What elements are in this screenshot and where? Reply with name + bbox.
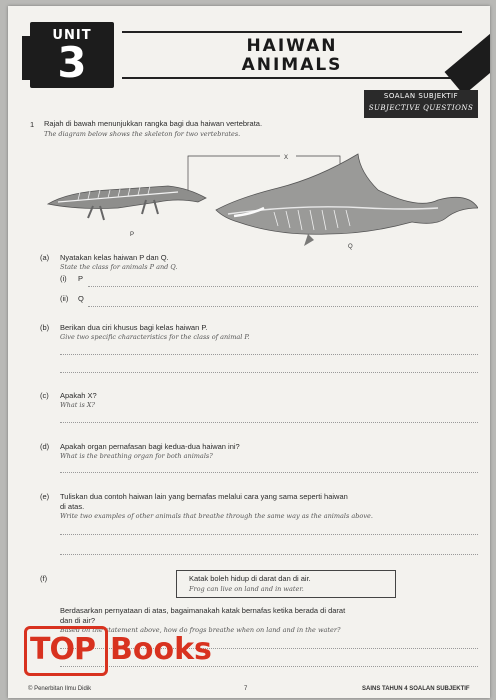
answer-line[interactable] [60, 422, 478, 423]
title-banner [122, 28, 462, 78]
part-c-label: (c) [40, 391, 49, 400]
worksheet-page [8, 6, 490, 698]
statement-box [176, 570, 396, 598]
answer-line[interactable] [60, 372, 478, 373]
x-pointer-line [188, 156, 280, 190]
footer-publisher: © Penerbitan Ilmu Didik [28, 686, 92, 692]
unit-number: 3 [57, 38, 87, 87]
part-c-malay: Apakah X? [60, 391, 97, 400]
section-tag [364, 90, 478, 118]
question-number: 1 [30, 120, 35, 129]
part-b-english: Give two specific characteristics for the class of animal P. [60, 333, 250, 341]
q1-intro-malay: Rajah di bawah menunjukkan rangka bagi dua haiwan vertebrata. [44, 119, 263, 128]
watermark-books: Books [110, 632, 212, 667]
answer-line[interactable] [88, 306, 478, 307]
part-a-ii-label: (ii) [60, 294, 69, 303]
footer-series: SAINS TAHUN 4 SOALAN SUBJEKTIF [362, 686, 470, 692]
answer-line[interactable] [60, 354, 478, 355]
section-tag-english: SUBJECTIVE QUESTIONS [368, 104, 474, 112]
part-a-i-text: P [78, 274, 84, 283]
part-d-english: What is the breathing organ for both animals? [60, 452, 213, 460]
unit-label: UNIT [52, 28, 92, 43]
part-a-i-label: (i) [60, 274, 67, 283]
part-a-label: (a) [40, 253, 50, 262]
answer-line[interactable] [60, 554, 478, 555]
label-p: P [130, 232, 135, 238]
statement-english: Frog can live on land and in water. [189, 585, 304, 593]
part-f-malay-2: dan di air? [60, 616, 96, 625]
part-e-malay-2: di atas. [60, 502, 85, 511]
answer-line[interactable] [60, 472, 478, 473]
answer-line[interactable] [60, 534, 478, 535]
part-a-english: State the class for animals P and Q. [60, 263, 178, 271]
part-b-malay: Berikan dua ciri khusus bagi kelas haiwan P. [60, 323, 208, 332]
part-e-english: Write two examples of other animals that breathe through the same way as the animals above. [60, 512, 373, 520]
part-c-english: What is X? [60, 401, 96, 409]
title-english: ANIMALS [241, 55, 343, 75]
footer-page-number: 7 [244, 686, 248, 692]
part-d-label: (d) [40, 442, 50, 451]
animal-p-skeleton [48, 186, 206, 220]
statement-malay: Katak boleh hidup di darat dan di air. [189, 574, 311, 583]
label-x: X [284, 155, 289, 161]
skeleton-diagram [38, 142, 478, 252]
part-e-label: (e) [40, 492, 50, 501]
answer-line[interactable] [88, 286, 478, 287]
section-tag-malay: SOALAN SUBJEKTIF [383, 92, 459, 100]
animal-q-skeleton [216, 154, 478, 246]
part-f-label: (f) [40, 574, 48, 583]
part-a-malay: Nyatakan kelas haiwan P dan Q. [60, 253, 169, 262]
part-d-malay: Apakah organ pernafasan bagi kedua-dua haiwan ini? [60, 442, 240, 451]
part-b-label: (b) [40, 323, 50, 332]
label-q: Q [348, 244, 353, 250]
part-e-malay-1: Tuliskan dua contoh haiwan lain yang bernafas melalui cara yang sama seperti haiwan [60, 492, 348, 501]
part-f-malay-1: Berdasarkan pernyataan di atas, bagaimanakah katak bernafas ketika berada di darat [60, 606, 346, 615]
part-f-english: Based on the statement above, how do frogs breathe when on land and in the water? [60, 626, 341, 634]
part-a-ii-text: Q [78, 294, 84, 303]
title-malay: HAIWAN [246, 36, 338, 56]
unit-badge [30, 22, 114, 88]
watermark-top: TOP [30, 632, 95, 667]
q1-intro-english: The diagram below shows the skeleton for two vertebrates. [44, 130, 241, 138]
